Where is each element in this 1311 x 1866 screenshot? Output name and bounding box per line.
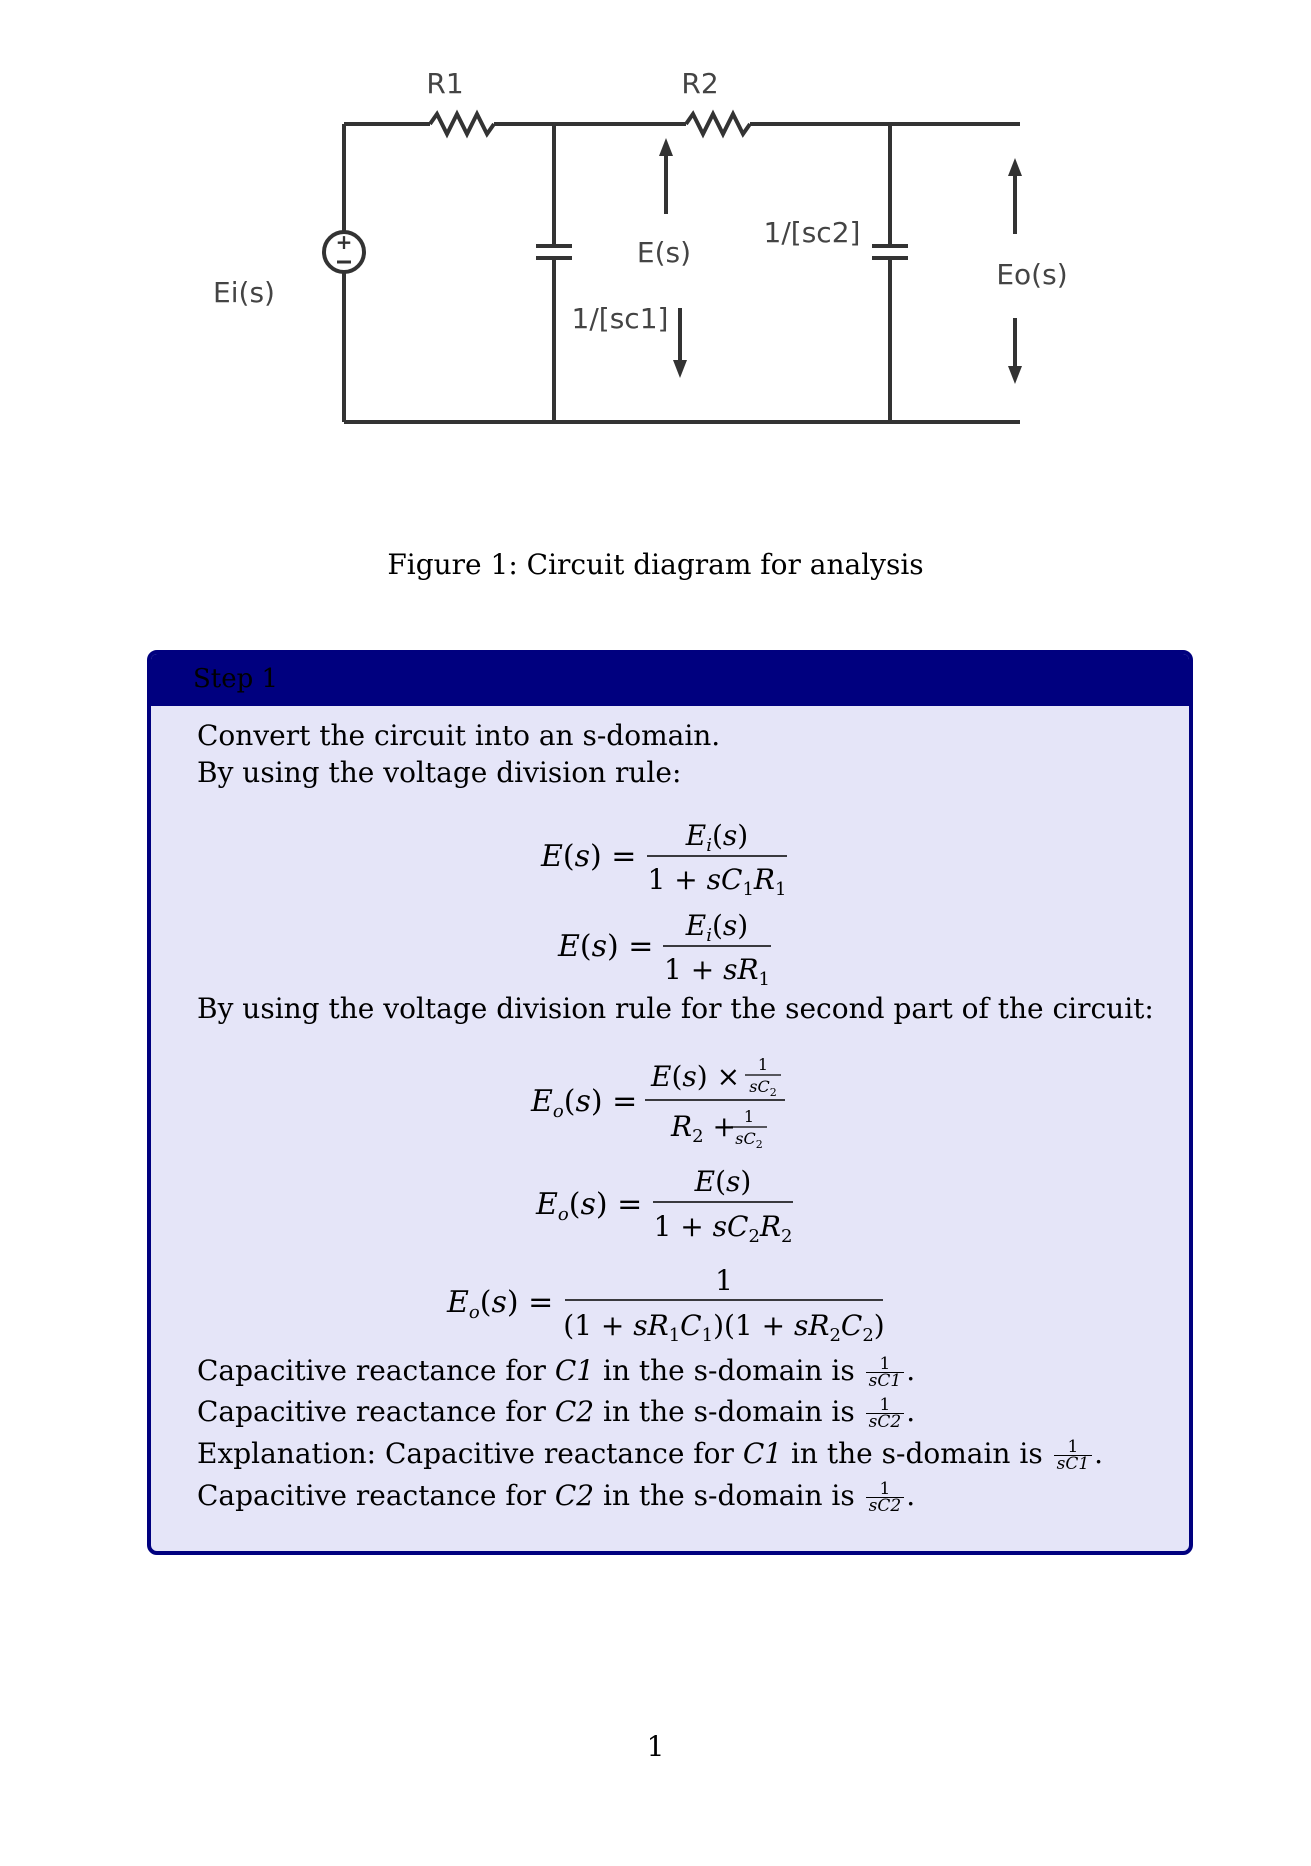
explanation-c1: Explanation: Capacitive reactance for C1 in the s-domain is $\frac{1}{sC1}$ . xyxy=(197,1437,1104,1474)
svg-text:1 + sR1: $1 + sR_1$ xyxy=(664,953,770,989)
step-box-header xyxy=(151,654,1189,706)
resistor-r1 xyxy=(430,114,494,134)
equation-5 xyxy=(151,1262,1193,1347)
explanation-c2: Capacitive reactance for C2 in the s-domain is $\frac{1}{sC2}$ . xyxy=(197,1479,916,1516)
equation-2 xyxy=(151,909,1193,989)
svg-text:R2 +: $R_2$ + xyxy=(671,1110,736,1147)
step-title: Step 1 xyxy=(193,664,279,694)
equation-3 xyxy=(151,1054,1193,1154)
resistor-r2 xyxy=(686,114,750,134)
svg-text:1: 1 xyxy=(715,1264,733,1297)
svg-text:1 + sC1R1: $1 + sC_1R_1$ xyxy=(647,863,787,899)
svg-text:E(s): E(s) xyxy=(694,1165,752,1198)
svg-text:Eo(s) =: $E_o(s)$ = xyxy=(531,1084,638,1122)
cap-reactance-c2: Capacitive reactance for C2 in the s-domain is $\frac{1}{sC2}$ . xyxy=(197,1395,916,1432)
arrow-down-icon xyxy=(1008,366,1022,384)
svg-text:E(s) ×: E(s) × xyxy=(651,1060,741,1093)
equation-4 xyxy=(151,1164,1193,1244)
svg-text:Eo(s) =: $E_o(s)$ = xyxy=(447,1285,554,1323)
svg-text:sC2: $sC_2$ xyxy=(749,1077,777,1099)
second-part-line: By using the voltage division rule for the second part of the circuit: xyxy=(197,992,1154,1025)
arrow-up-icon xyxy=(1008,158,1022,176)
label-sc1: 1/[sc1] xyxy=(571,302,669,335)
svg-text:1 + sC2R2: $1 + sC_2R_2$ xyxy=(653,1210,793,1244)
svg-text:(1 + sR1C1)(1 + sR2C2): $(1 + sR_1C_1)(1 + sR_2C_2)$ xyxy=(563,1309,885,1346)
arrow-up-icon xyxy=(659,138,673,156)
circuit-diagram xyxy=(0,0,1311,520)
svg-text:+: + xyxy=(335,230,353,254)
intro-line-2: By using the voltage division rule: xyxy=(197,756,682,789)
label-eo: Eo(s) xyxy=(996,258,1068,291)
svg-text:E(s) =: E(s) = xyxy=(558,929,654,964)
label-r1: R1 xyxy=(426,67,464,100)
svg-text:1: 1 xyxy=(743,1107,755,1126)
equation-1 xyxy=(151,819,1193,899)
svg-text:Ei(s): $E_i(s)$ xyxy=(685,819,749,856)
label-ei: Ei(s) xyxy=(213,276,275,309)
arrow-down-icon xyxy=(673,360,687,378)
svg-text:Ei(s): $E_i(s)$ xyxy=(685,909,749,946)
svg-text:1: 1 xyxy=(757,1055,769,1074)
step-box xyxy=(147,650,1193,1555)
intro-line-1: Convert the circuit into an s-domain. xyxy=(197,719,721,752)
page-number: 1 xyxy=(646,1730,665,1763)
svg-text:E(s) =: E(s) = xyxy=(541,839,637,874)
label-es: E(s) xyxy=(636,236,692,269)
label-r2: R2 xyxy=(681,67,719,100)
svg-text:Eo(s) =: $E_o(s)$ = xyxy=(536,1187,643,1225)
svg-text:sC2: $sC_2$ xyxy=(735,1129,763,1151)
label-sc2: 1/[sc2] xyxy=(763,216,861,249)
cap-reactance-c1: Capacitive reactance for C1 in the s-domain is $\frac{1}{sC1}$ . xyxy=(197,1354,916,1391)
figure-caption: Figure 1: Circuit diagram for analysis xyxy=(387,548,924,581)
